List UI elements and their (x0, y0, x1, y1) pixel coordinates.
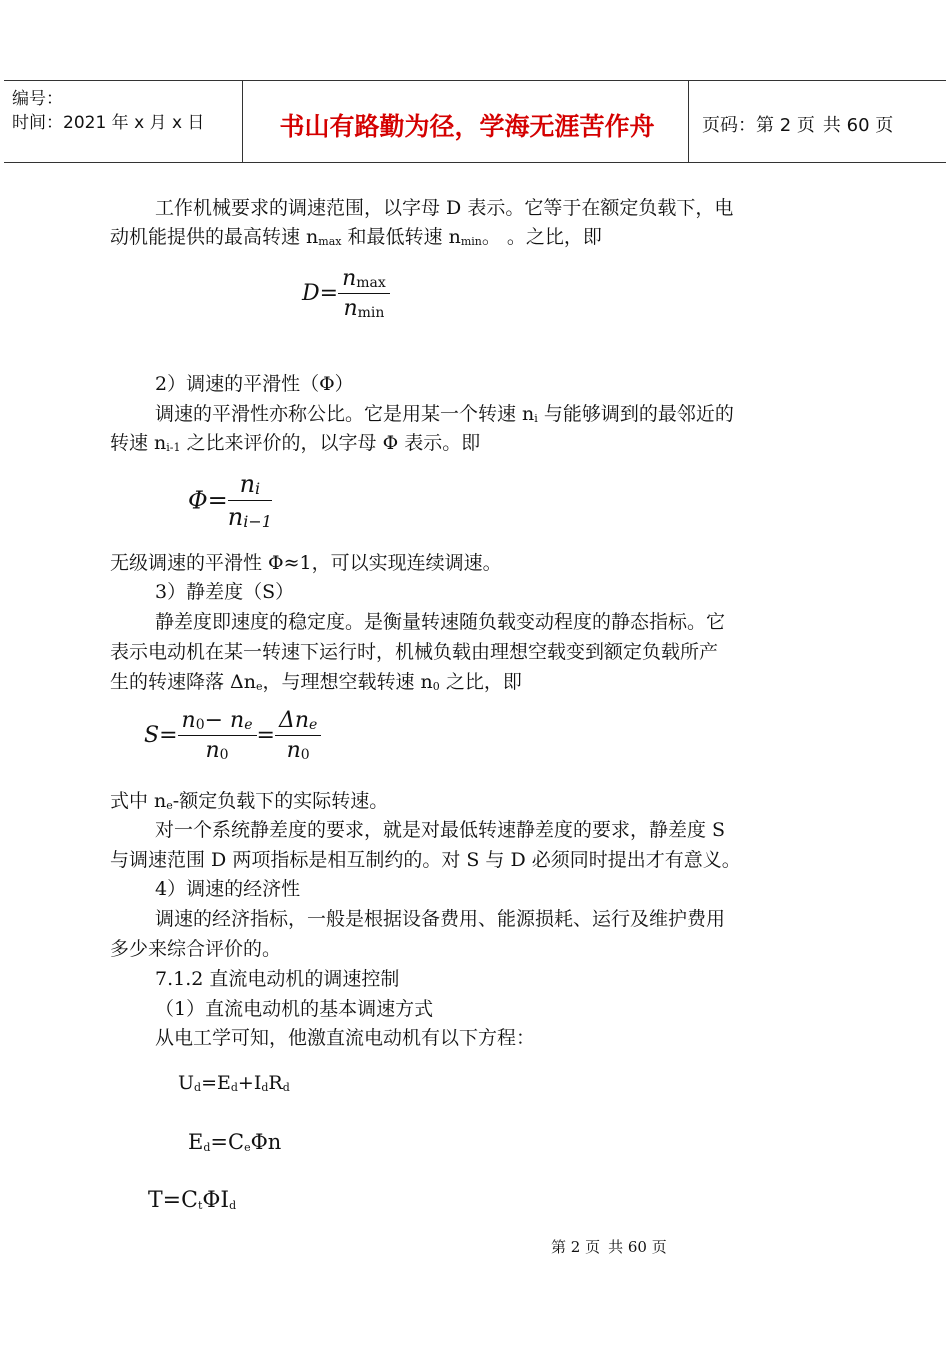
paragraph-line: 静差度即速度的稳定度。是衡量转速随负载变动程度的静态指标。它 (155, 611, 726, 633)
paragraph-line: 调速的经济指标，一般是根据设备费用、能源损耗、运行及维护费用 (155, 908, 726, 930)
equation-torque: T=CtΦId (148, 1188, 237, 1213)
header-motto: 书山有路勤为径，学海无涯苦作舟 (279, 112, 655, 141)
header-page-number: 页码：第 2 页 (702, 115, 815, 136)
header-page-total: 共 60 页 (822, 115, 894, 136)
page-footer (551, 1236, 675, 1257)
formula-range: D= $\frac{nmax}{nmin}$ (302, 266, 390, 321)
section-heading: 2）调速的平滑性（Φ） (155, 373, 354, 395)
equation-emf: Ed=CeΦn (188, 1130, 282, 1154)
formula-static-error: S= $\frac{n0- ne}{n0}$ = $\frac{\text{Δne}}{n0}$ (144, 708, 321, 763)
paragraph-line: 工作机械要求的调速范围，以字母 D 表示。它等于在额定负载下，电 (155, 197, 734, 219)
paragraph-line: 转速 ni-1 之比来评价的，以字母 Φ 表示。即 (110, 432, 481, 454)
formula-smoothness: Φ= $\frac{ni}{ni-1}$ (188, 470, 272, 531)
paragraph-line: 多少来综合评价的。 (110, 938, 282, 960)
section-heading: 4）调速的经济性 (155, 878, 301, 900)
footer-page-number: 第 2 页 (551, 1238, 601, 1256)
doc-code-label: 编号： (12, 89, 63, 109)
paragraph-line: 动机能提供的最高转速 nmax 和最低转速 nmin。 。之比，即 (110, 226, 602, 248)
paragraph-line: 与调速范围 D 两项指标是相互制约的。对 S 与 D 必须同时提出才有意义。 (110, 849, 741, 871)
section-heading: （1）直流电动机的基本调速方式 (155, 998, 434, 1020)
header-divider (242, 81, 243, 162)
section-heading: 3）静差度（S） (155, 581, 295, 603)
paragraph-line: 对一个系统静差度的要求，就是对最低转速静差度的要求，静差度 S (155, 819, 726, 841)
equation-voltage: Ud=Ed+IdRd (178, 1072, 290, 1094)
section-heading: 7.1.2 直流电动机的调速控制 (155, 968, 400, 990)
paragraph-line: 表示电动机在某一转速下运行时，机械负载由理想空载变到额定负载所产 (110, 641, 719, 663)
paragraph-line: 无级调速的平滑性 Φ≈1，可以实现连续调速。 (110, 552, 502, 574)
header-divider (688, 81, 689, 162)
footer-page-total: 共 60 页 (608, 1238, 667, 1256)
header-page-info (702, 111, 901, 137)
paragraph-line: 生的转速降落 Δne，与理想空载转速 n0 之比，即 (110, 671, 522, 693)
paragraph-line: 式中 ne-额定负载下的实际转速。 (110, 790, 389, 812)
header-meta (12, 87, 204, 135)
paragraph-line: 从电工学可知，他激直流电动机有以下方程： (155, 1027, 536, 1049)
paragraph-line: 调速的平滑性亦称公比。它是用某一个转速 ni 与能够调到的最邻近的 (155, 403, 734, 425)
doc-time-label: 时间：2021 年 x 月 x 日 (12, 113, 205, 133)
page-header (4, 80, 946, 163)
